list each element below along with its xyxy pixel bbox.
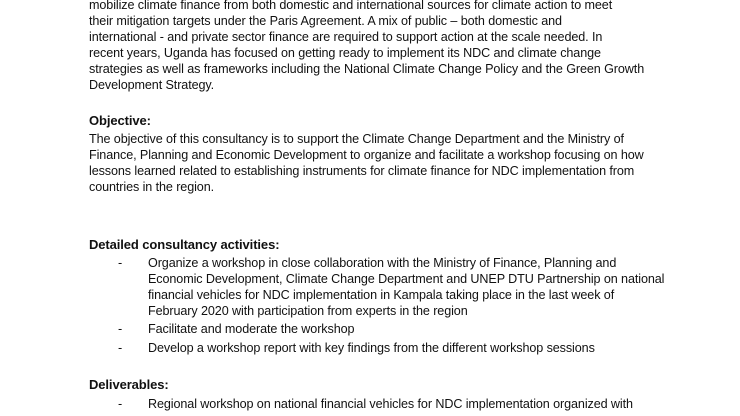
objective-line: The objective of this consultancy is to support the Climate Change Department and the Ministry of	[89, 132, 624, 146]
list-item-line: Economic Development, Climate Change Department and UNEP DTU Partnership on national	[148, 272, 665, 286]
list-item-line: Organize a workshop in close collaboration with the Ministry of Finance, Planning and	[148, 256, 617, 270]
activities-heading: Detailed consultancy activities:	[89, 237, 280, 252]
intro-line: international - and private sector finance are required to support action at the scale needed. In	[89, 30, 603, 44]
objective-line: Finance, Planning and Economic Development to organize and facilitate a workshop focusing on how	[89, 148, 644, 162]
intro-line: their mitigation targets under the Paris Agreement. A mix of public – both domestic and	[89, 14, 562, 28]
bullet-marker: -	[118, 397, 123, 411]
intro-line: Development Strategy.	[89, 78, 215, 92]
list-item-line: Develop a workshop report with key findings from the different workshop sessions	[148, 341, 595, 355]
bullet-marker: -	[118, 341, 123, 355]
deliverables-heading: Deliverables:	[89, 377, 169, 392]
list-item-line: February 2020 with participation from experts in the region	[148, 304, 468, 318]
list-item-line: financial vehicles for NDC implementation in Kampala taking place in the last week of	[148, 288, 615, 302]
objective-line: countries in the region.	[89, 180, 215, 194]
bullet-marker: -	[118, 256, 123, 270]
intro-line: mobilize climate finance from both domestic and international sources for climate action to meet	[89, 0, 613, 12]
intro-line: strategies as well as frameworks including the National Climate Change Policy and the Green Growth	[89, 62, 645, 76]
bullet-marker: -	[118, 322, 123, 336]
objective-line: lessons learned related to establishing instruments for climate finance for NDC implementation from	[89, 164, 635, 178]
objective-heading: Objective:	[89, 113, 151, 128]
list-item-line: Regional workshop on national financial vehicles for NDC implementation organized with	[148, 397, 633, 411]
intro-line: recent years, Uganda has focused on getting ready to implement its NDC and climate change	[89, 46, 601, 60]
list-item-line: Facilitate and moderate the workshop	[148, 322, 355, 336]
